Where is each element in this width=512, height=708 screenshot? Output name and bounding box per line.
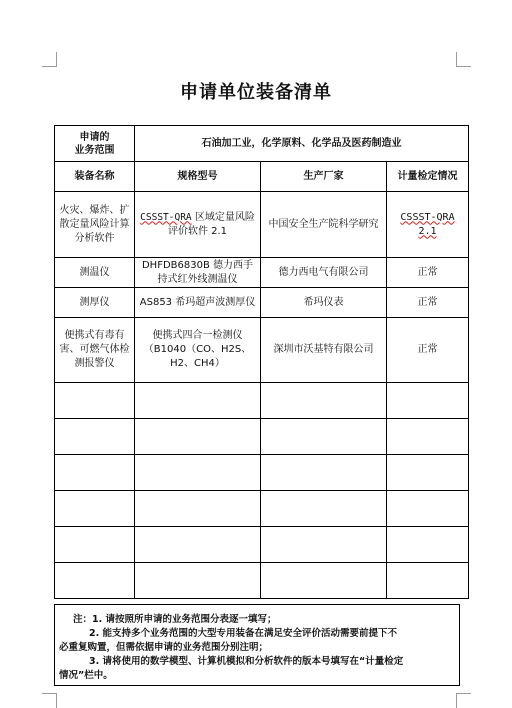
- empty-row: [55, 563, 469, 599]
- calibration-status: CSSST-QRA 2.1: [387, 192, 469, 258]
- table-row: [55, 258, 469, 288]
- model-code: CSSST-QRA: [140, 211, 192, 223]
- empty-row: [55, 455, 469, 491]
- header-equipment-name: 装备名称: [55, 162, 135, 192]
- note-2-line-2: 必重复购置，但需依据申请的业务范围分别注明；: [59, 642, 269, 653]
- equipment-manufacturer: 中国安全生产院科学研究: [261, 192, 387, 258]
- note-3-line-2: 情况”栏中。: [59, 670, 113, 681]
- empty-row: [55, 491, 469, 527]
- empty-row: [55, 383, 469, 419]
- crop-mark-bottom-right: [456, 693, 471, 708]
- empty-row: [55, 419, 469, 455]
- calibration-status: 正常: [387, 258, 469, 288]
- notes-box: [54, 604, 460, 686]
- header-row: [55, 162, 469, 192]
- table-row: [55, 318, 469, 383]
- equipment-model: AS853 希玛超声波测厚仪: [135, 288, 261, 318]
- equipment-name: 便携式有毒有害、可燃气体检测报警仪: [55, 318, 135, 383]
- equipment-name: 火灾、爆炸、扩散定量风险计算分析软件: [55, 192, 135, 258]
- equipment-table: [54, 125, 469, 599]
- calibration-status: 正常: [387, 288, 469, 318]
- empty-row: [55, 527, 469, 563]
- table-row: [55, 288, 469, 318]
- equipment-model: [135, 192, 261, 258]
- equipment-manufacturer: 深圳市沃基特有限公司: [261, 318, 387, 383]
- header-manufacturer: 生产厂家: [261, 162, 387, 192]
- crop-mark-top-right: [456, 52, 471, 67]
- header-model: 规格型号: [135, 162, 261, 192]
- crop-mark-bottom-left: [42, 693, 57, 708]
- equipment-name: 测温仪: [55, 258, 135, 288]
- crop-mark-top-left: [42, 52, 57, 67]
- scope-row: [55, 126, 469, 162]
- header-calibration: 计量检定情况: [387, 162, 469, 192]
- calibration-status: 正常: [387, 318, 469, 383]
- note-1: 注：1. 请按照所申请的业务范围分表逐一填写；: [73, 614, 277, 625]
- page-title: 申请单位装备清单: [180, 82, 332, 103]
- equipment-model: 便携式四合一检测仪（B1040（CO、H2S、H2、CH4）: [135, 318, 261, 383]
- scope-label: 申请的 业务范围: [55, 126, 135, 162]
- table-row: [55, 192, 469, 258]
- equipment-manufacturer: 希玛仪表: [261, 288, 387, 318]
- equipment-model: DHFDB6830B 德力西手持式红外线测温仪: [135, 258, 261, 288]
- note-2-line-1: 2. 能支持多个业务范围的大型专用装备在满足安全评价活动需要前提下不: [89, 628, 398, 639]
- equipment-manufacturer: 德力西电气有限公司: [261, 258, 387, 288]
- scope-value: 石油加工业，化学原料、化学品及医药制造业: [135, 126, 469, 162]
- model-description: 区域定量风险评价软件 2.1: [167, 211, 255, 237]
- equipment-name: 测厚仪: [55, 288, 135, 318]
- note-3-line-1: 3. 请将使用的数学模型、计算机模拟和分析软件的版本号填写在“计量检定: [89, 656, 404, 667]
